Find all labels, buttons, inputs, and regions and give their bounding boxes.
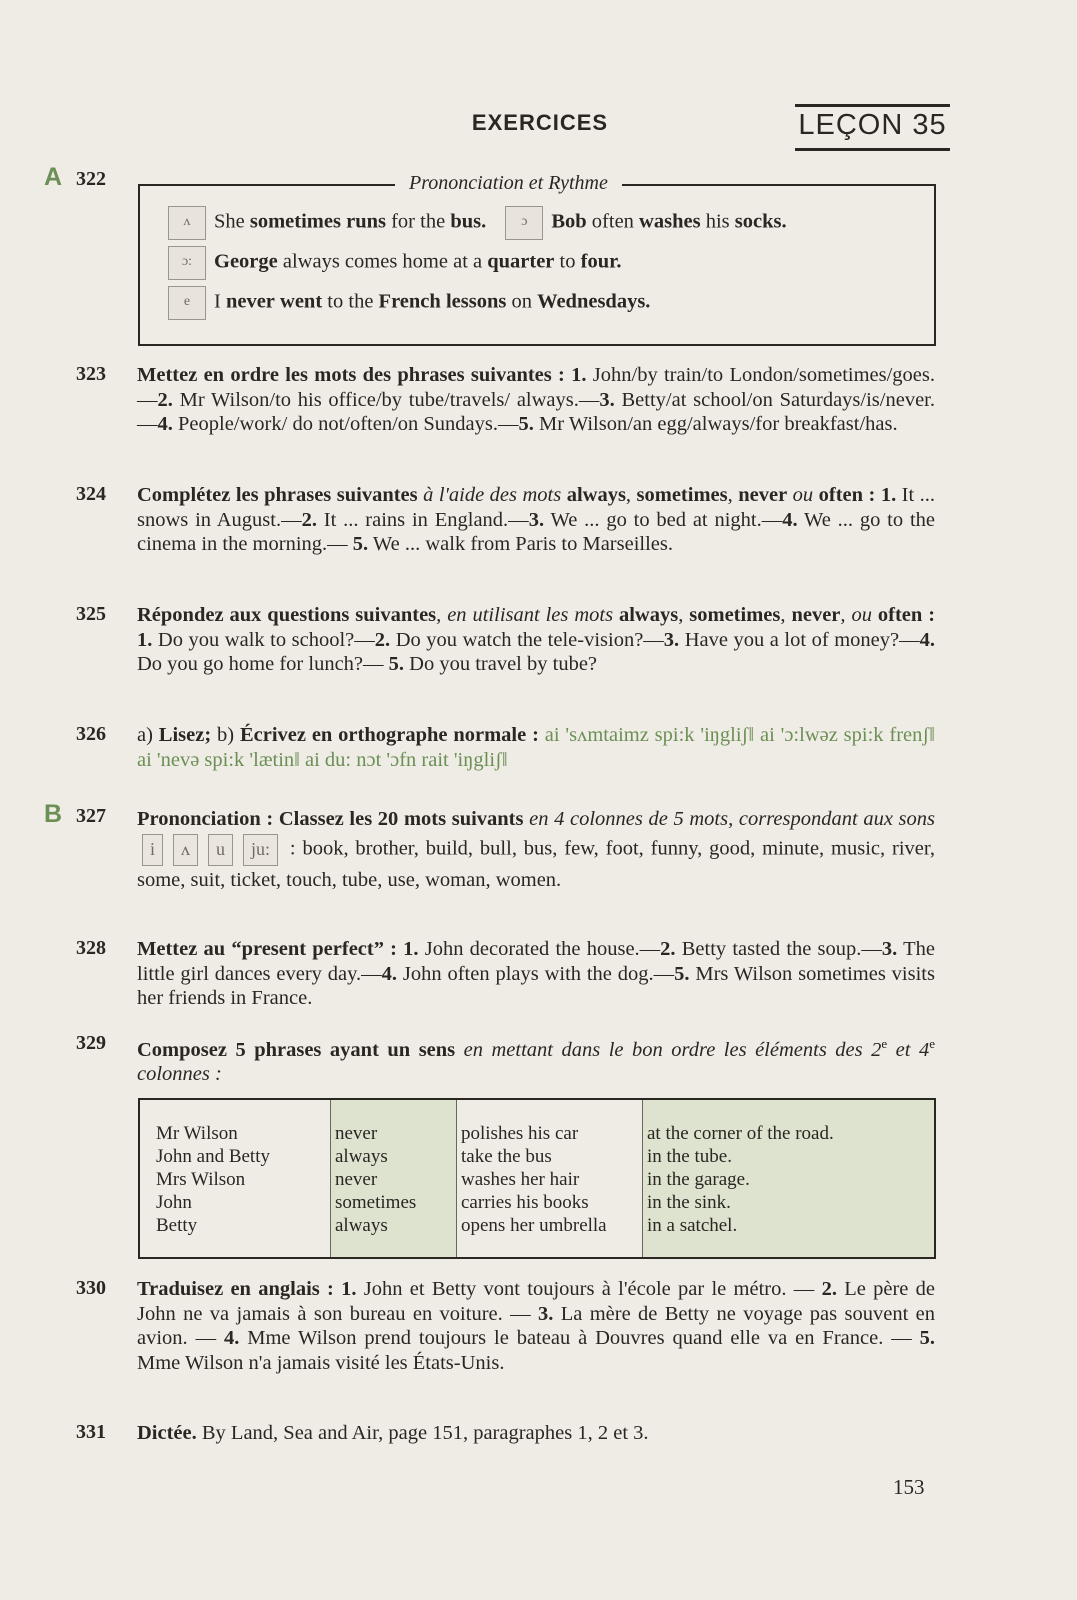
exercise-326-text: a) Lisez; b) Écrivez en orthographe normale : ai 'sʌmtaimz spi:k 'iŋgliʃ‖ ai 'ɔ:lwəz spi:k frenʃ‖ ai 'nevə spi:k 'lætin‖ ai du: nɔt 'ɔfn rait 'iŋgliʃ‖ [137, 724, 935, 771]
exercise-number-325: 325 [76, 603, 106, 625]
exercise-number-328: 328 [76, 937, 106, 959]
exercise-330-text: Traduisez en anglais : 1. John et Betty vont toujours à l'école par le métro. — 2. Le père de John ne va jamais à son bureau en voiture. — 3. La mère de Betty ne voyage pas souvent en avion. — 4. Mme Wilson prend toujours le bateau à Douvres quand elle va en France. — 5. Mme Wilson n'a jamais visité les États-Unis. [137, 1278, 936, 1374]
exercise-number-322: 322 [76, 168, 106, 190]
exercise-number-326: 326 [76, 723, 106, 745]
table-cell: washes her hair [461, 1169, 580, 1190]
table-cell: never [335, 1169, 378, 1190]
pronunciation-box [138, 172, 936, 346]
table-cell: in the garage. [647, 1169, 750, 1190]
table-cell: in a satchel. [647, 1215, 738, 1236]
sound-symbol: ju: [243, 834, 278, 866]
exercise-325-text: Répondez aux questions suivantes, en utilisant les mots always, sometimes, never, ou often : 1. Do you walk to school?—2. Do you watch the tele-vision?—3. Have you a lot of money?—4. Do you go home for lunch?— 5. Do you travel by tube? [137, 604, 936, 675]
exercise-number-324: 324 [76, 483, 106, 505]
phonetic-symbol: ʌ [168, 206, 206, 240]
exercise-328-text: Mettez au “present perfect” : 1. John decorated the house.—2. Betty tasted the soup.—3. The little girl dances every day.—4. John often plays with the dog.—5. Mrs Wilson sometimes visits her friends in France. [137, 938, 935, 1009]
lesson-label: LEÇON 35 [795, 104, 950, 151]
phonetic-symbol: ɔ: [168, 246, 206, 280]
table-cell: polishes his car [461, 1123, 579, 1144]
exercise-323-text: Mettez en ordre les mots des phrases suivantes : 1. John/by train/to London/sometimes/goes.—2. Mr Wilson/to his office/by tube/travels/ always.—3. Betty/at school/on Saturdays/is/never.—4. People/work/ do not/often/on Sundays.—5. Mr Wilson/an egg/always/for breakfast/has. [137, 364, 935, 435]
exercise-number-331: 331 [76, 1421, 106, 1443]
table-column-places [642, 1100, 934, 1257]
exercise-327-text: Prononciation : Classez les 20 mots suivants en 4 colonnes de 5 mots, correspondant aux sons i ʌ u ju: : book, brother, build, bull, bus, few, foot, funny, good, minute, music, river, some, suit, ticket, touch, tube, use, woman, women. [137, 808, 936, 891]
exercise-324-text: Complétez les phrases suivantes à l'aide des mots always, sometimes, never ou often : 1. It ... snows in August.—2. It ... rains in England.—3. We ... go to bed at night.—4. We ... go to the cinema in the morning.— 5. We ... walk from Paris to Marseilles. [137, 484, 936, 555]
table-cell: John and Betty [156, 1146, 270, 1167]
sentence-elements-table [138, 1098, 936, 1259]
table-cell: in the tube. [647, 1146, 732, 1167]
table-cell: sometimes [335, 1192, 417, 1213]
table-cell: take the bus [461, 1146, 552, 1167]
phonetic-transcription: ai 'sʌmtaimz spi:k 'iŋgliʃ‖ ai 'ɔ:lwəz spi:k frenʃ‖ ai 'nevə spi:k 'lætin‖ ai du: nɔt 'ɔfn rait 'iŋgliʃ‖ [137, 724, 935, 771]
table-cell: opens her umbrella [461, 1215, 607, 1236]
sound-symbol: ʌ [173, 834, 198, 866]
table-cell: Mr Wilson [156, 1123, 238, 1144]
pronunciation-box-title: Prononciation et Rythme [395, 172, 622, 195]
table-cell: John [156, 1192, 192, 1213]
exercise-number-330: 330 [76, 1277, 106, 1299]
pronunciation-row-2: ɔ: George always comes home at a quarter to four. [168, 246, 621, 280]
table-column-verbs [456, 1100, 642, 1257]
phonetic-symbol: ɔ [505, 206, 543, 240]
exercise-331-text: Dictée. By Land, Sea and Air, page 151, paragraphes 1, 2 et 3. [137, 1422, 649, 1444]
table-cell: Betty [156, 1215, 198, 1236]
phonetic-symbol: e [168, 286, 206, 320]
pronunciation-row-1: ʌ She sometimes runs for the bus. ɔ Bob often washes his socks. [168, 206, 787, 240]
table-cell: at the corner of the road. [647, 1123, 834, 1144]
exercise-number-327: 327 [76, 805, 106, 827]
section-letter-a: A [44, 163, 63, 191]
page-number: 153 [893, 1475, 925, 1499]
exercise-329-text: Composez 5 phrases ayant un sens en mettant dans le bon ordre les éléments des 2e et 4e colonnes : [137, 1036, 935, 1086]
table-column-subjects [140, 1100, 330, 1257]
table-cell: always [335, 1215, 388, 1236]
exercise-number-323: 323 [76, 363, 106, 385]
table-cell: carries his books [461, 1192, 589, 1213]
sound-symbol: i [142, 834, 163, 866]
table-cell: Mrs Wilson [156, 1169, 246, 1190]
table-cell: always [335, 1146, 388, 1167]
page-header-title: EXERCICES [471, 110, 609, 135]
section-letter-b: B [44, 800, 63, 828]
table-column-adverbs [330, 1100, 456, 1257]
table-cell: never [335, 1123, 378, 1144]
sound-symbol: u [208, 834, 233, 866]
table-cell: in the sink. [647, 1192, 731, 1213]
exercise-number-329: 329 [76, 1032, 106, 1054]
pronunciation-row-3: e I never went to the French lessons on Wednesdays. [168, 286, 650, 320]
